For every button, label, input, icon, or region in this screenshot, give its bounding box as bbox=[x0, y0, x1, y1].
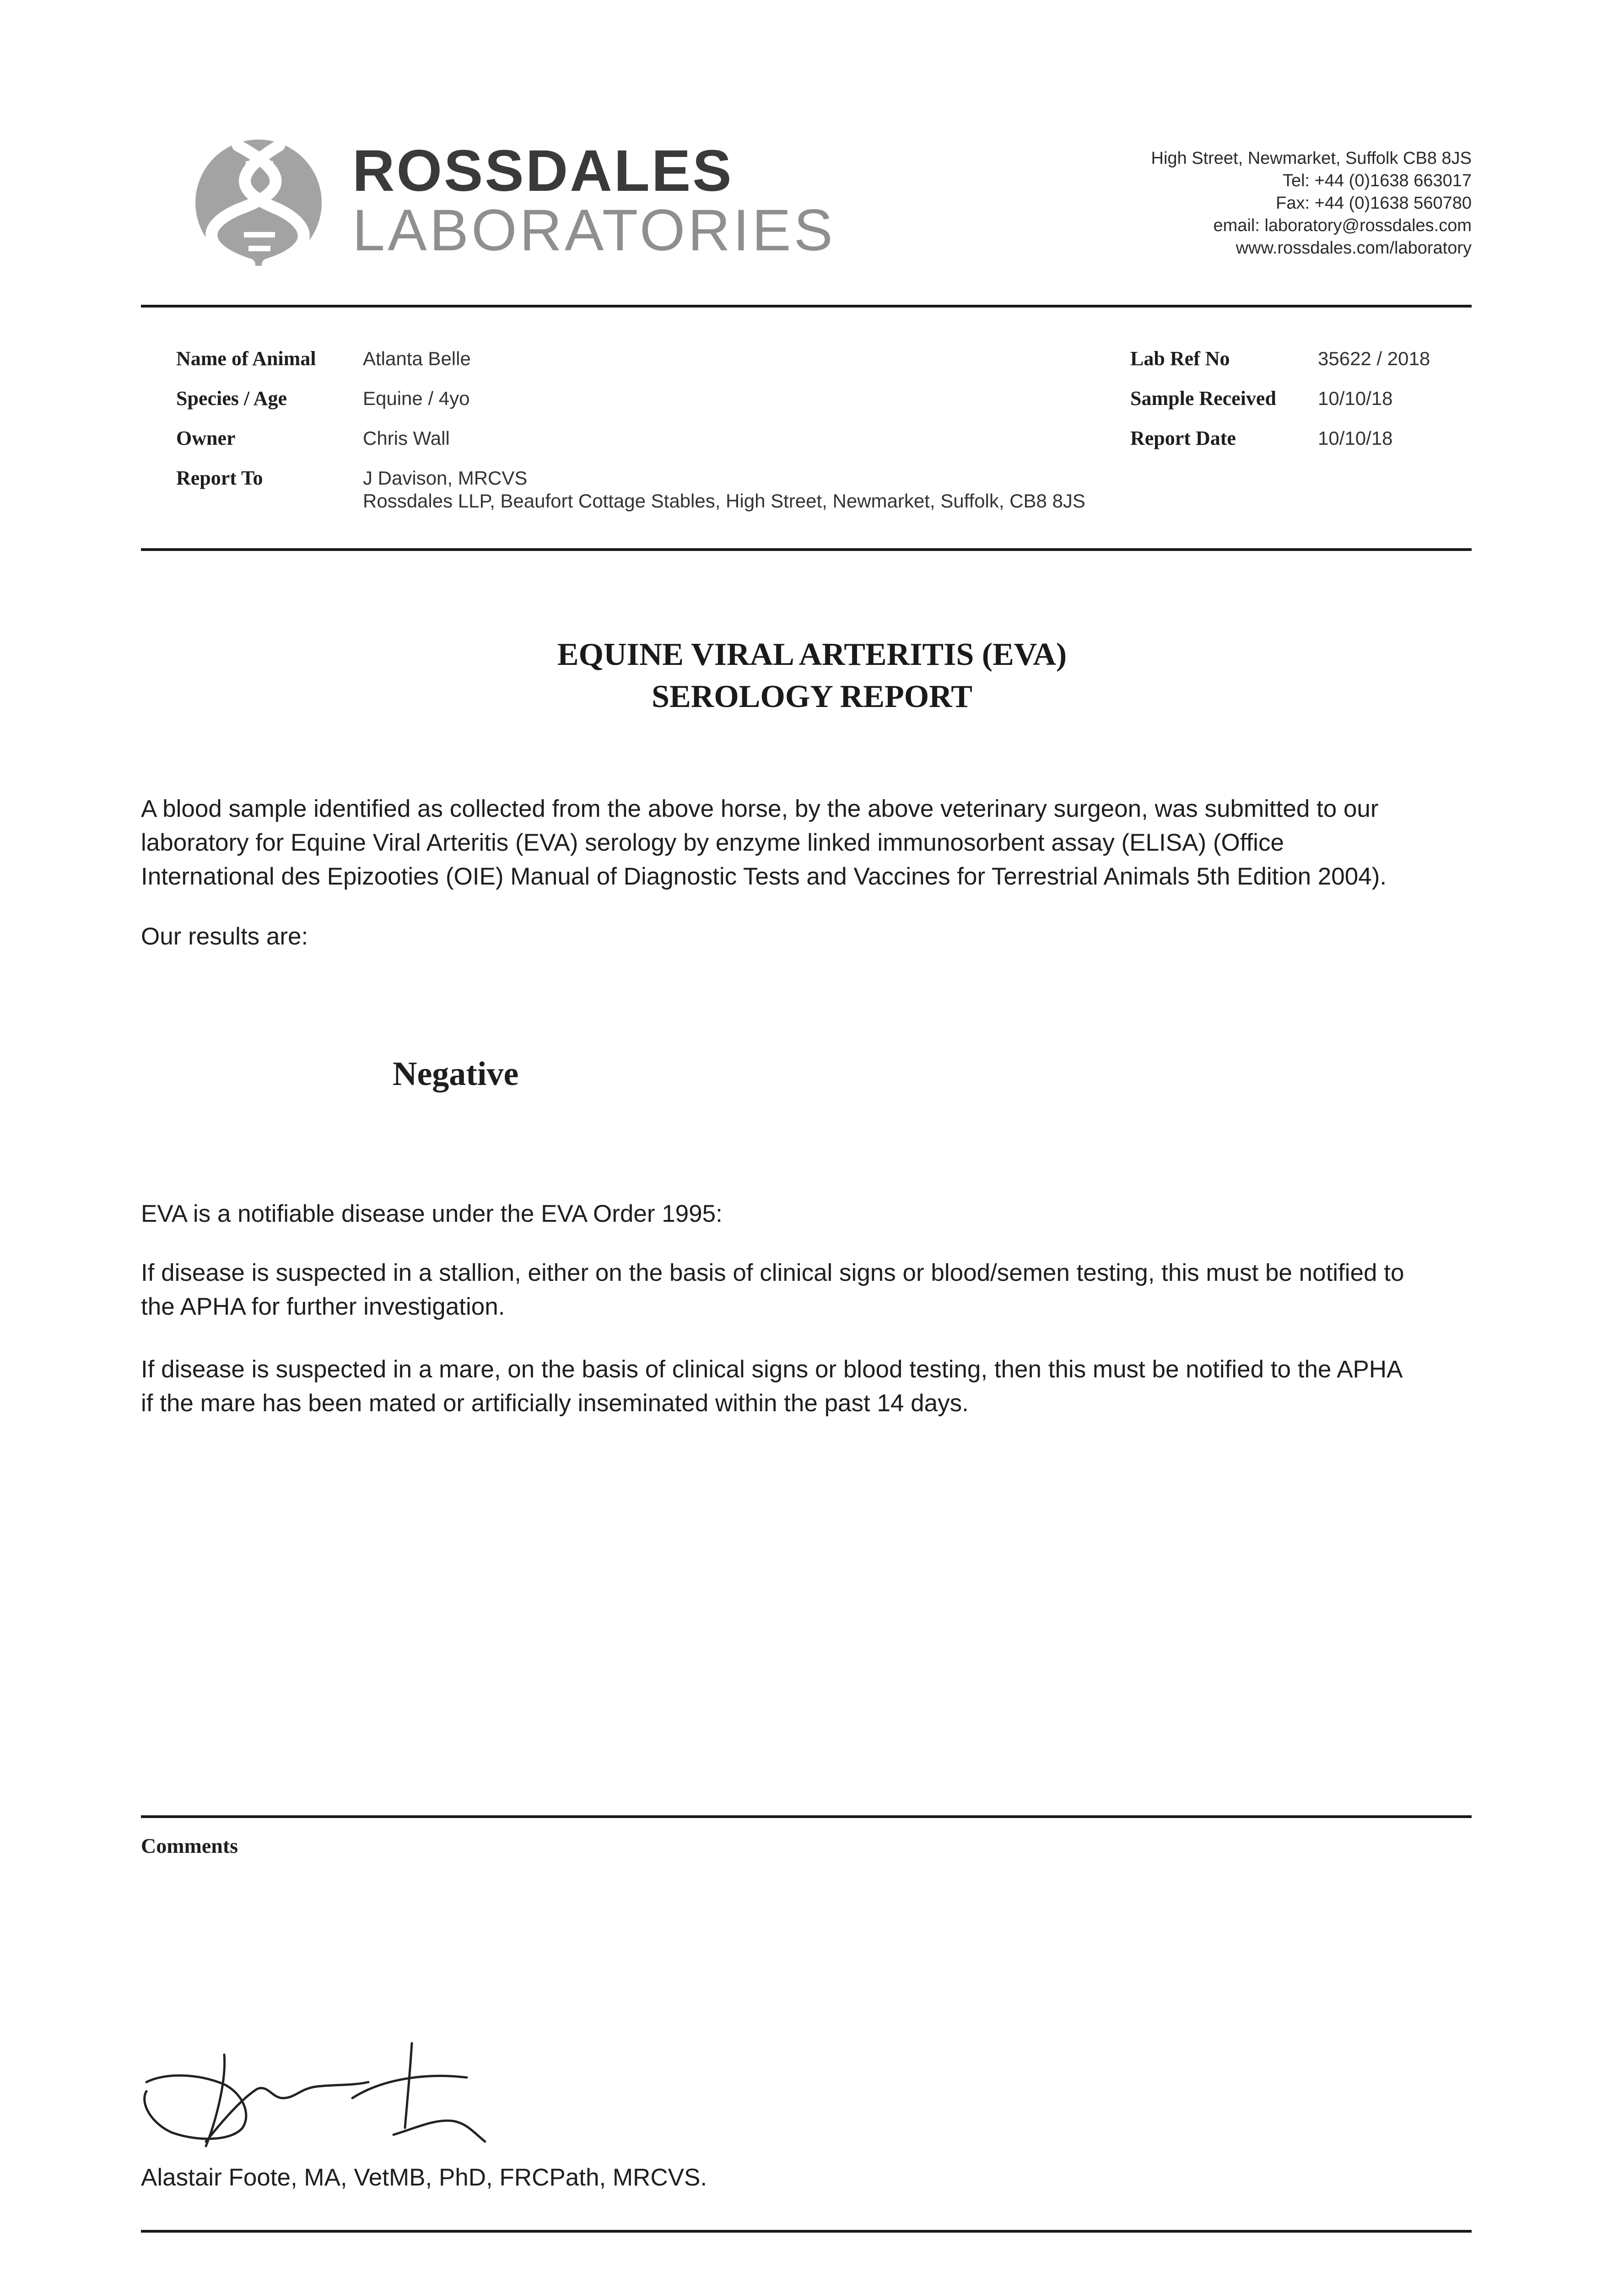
name-label: Name of Animal bbox=[176, 347, 316, 370]
lab-ref-value: 35622 / 2018 bbox=[1318, 348, 1430, 369]
report-date-value: 10/10/18 bbox=[1318, 427, 1393, 449]
details-divider bbox=[141, 548, 1472, 551]
report-title bbox=[0, 634, 1624, 718]
mare-line: if the mare has been mated or artificially inseminated within the past 14 days. bbox=[141, 1390, 969, 1417]
report-title-line1: EQUINE VIRAL ARTERITIS (EVA) bbox=[557, 637, 1067, 672]
stallion-paragraph bbox=[141, 1256, 1473, 1324]
species-label: Species / Age bbox=[176, 387, 287, 410]
brand-name-line2: LABORATORIES bbox=[352, 198, 836, 263]
address-line: High Street, Newmarket, Suffolk CB8 8JS bbox=[1151, 149, 1472, 168]
test-result: Negative bbox=[393, 1055, 519, 1093]
signer-name: Alastair Foote, MA, VetMB, PhD, FRCPath, MRCVS. bbox=[141, 2164, 707, 2191]
mare-paragraph bbox=[141, 1353, 1473, 1420]
signature-image bbox=[137, 2004, 490, 2155]
comments-label: Comments bbox=[141, 1834, 238, 1857]
intro-line: A blood sample identified as collected from the above horse, by the above veterinary surgeon, was submitted to our bbox=[141, 795, 1379, 822]
owner-label: Owner bbox=[176, 427, 236, 449]
email-line: email: laboratory@rossdales.com bbox=[1213, 216, 1472, 235]
stallion-line: the APHA for further investigation. bbox=[141, 1293, 505, 1320]
dna-logo-icon bbox=[194, 136, 323, 269]
report-to-label: Report To bbox=[176, 467, 263, 489]
sample-received-label: Sample Received bbox=[1130, 387, 1276, 410]
report-date-label: Report Date bbox=[1130, 427, 1236, 449]
lab-ref-label: Lab Ref No bbox=[1130, 347, 1230, 370]
intro-paragraph bbox=[141, 792, 1473, 894]
sample-received-value: 10/10/18 bbox=[1318, 388, 1393, 409]
brand-name-line1: ROSSDALES bbox=[352, 138, 734, 204]
fax-line: Fax: +44 (0)1638 560780 bbox=[1276, 194, 1472, 213]
header-divider bbox=[141, 305, 1472, 308]
tel-line: Tel: +44 (0)1638 663017 bbox=[1282, 171, 1472, 190]
name-value: Atlanta Belle bbox=[363, 348, 471, 369]
footer-divider bbox=[141, 2230, 1472, 2233]
results-intro: Our results are: bbox=[141, 923, 308, 950]
report-to-line1: J Davison, MRCVS bbox=[363, 467, 528, 489]
comments-divider bbox=[141, 1815, 1472, 1818]
intro-line: International des Epizooties (OIE) Manual of Diagnostic Tests and Vaccines for Terrestrial Animals 5th Edition 2004). bbox=[141, 863, 1387, 890]
intro-line: laboratory for Equine Viral Arteritis (EVA) serology by enzyme linked immunosorbent assay (ELISA) (Office bbox=[141, 829, 1284, 856]
report-to-line2: Rossdales LLP, Beaufort Cottage Stables, High Street, Newmarket, Suffolk, CB8 8JS bbox=[363, 490, 1085, 512]
notifiable-statement: EVA is a notifiable disease under the EVA Order 1995: bbox=[141, 1200, 723, 1227]
stallion-line: If disease is suspected in a stallion, either on the basis of clinical signs or blood/semen testing, this must be notified to bbox=[141, 1259, 1404, 1286]
contact-block bbox=[1151, 147, 1472, 259]
mare-line: If disease is suspected in a mare, on the basis of clinical signs or blood testing, then this must be notified to the APHA bbox=[141, 1356, 1403, 1383]
report-title-line2: SEROLOGY REPORT bbox=[652, 679, 972, 714]
species-value: Equine / 4yo bbox=[363, 388, 470, 409]
owner-value: Chris Wall bbox=[363, 427, 450, 449]
website-line: www.rossdales.com/laboratory bbox=[1236, 238, 1472, 258]
